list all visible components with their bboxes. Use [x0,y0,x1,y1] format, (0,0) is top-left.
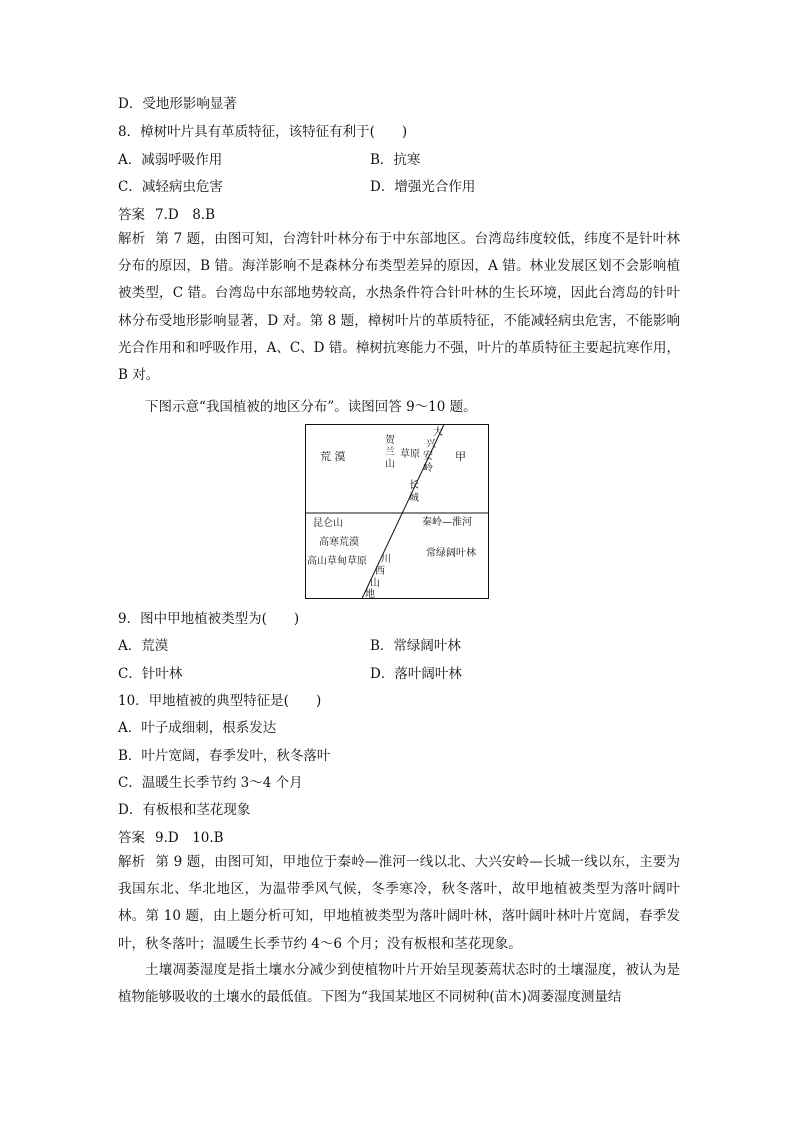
label-chuanxi-2: 西 [375,566,385,577]
label-kunlun: 昆仑山 [313,518,343,529]
label-desert: 荒 漠 [320,450,346,463]
q10-option-c: C．温暖生长季节约 3～4 个月 [118,775,303,791]
analysis-9-10 [118,849,680,958]
answer-9-10 [118,829,224,847]
label-chuanxi-4: 地 [365,589,375,599]
q9-option-d: D．落叶阔叶林 [370,666,462,682]
label-dxal-3: 安 [423,451,433,462]
label-chuanxi-1: 川 [381,554,391,565]
analysis-label: 解析 [118,854,146,870]
answer-text: 9.D 10.B [155,830,224,846]
q8-option-d: D．增强光合作用 [370,179,476,195]
answer-text: 7.D 8.B [155,207,216,223]
q10-option-a: A．叶子成细刺，根系发达 [118,720,277,736]
q8-option-c: C．减轻病虫危害 [118,179,223,195]
label-alpine-meadow: 高山草甸草原 [307,556,367,567]
q10-option-d: D．有板根和茎花现象 [118,802,251,818]
soil-wilting-paragraph: 土壤凋萎湿度是指土壤水分减少到使植物叶片开始呈现萎蔫状态时的土壤湿度，被认为是植物能够吸收的土壤水的最低值。下图为“我国某地区不同树种(苗木)凋萎湿度测量结 [118,962,680,1006]
q10-stem: 10．甲地植被的典型特征是( ) [118,693,322,709]
answer-label: 答案 [118,830,145,846]
q10-option-b: B．叶片宽阔，春季发叶，秋冬落叶 [118,748,331,764]
label-jia: 甲 [455,450,466,463]
label-qinling: 秦岭—淮河 [422,517,472,528]
label-chuanxi-3: 山 [370,578,380,589]
q7-option-d: D．受地形影响显著 [118,96,237,112]
analysis-text: 第 9 题，由图可知，甲地位于秦岭—淮河一线以北、大兴安岭—长城一线以东，主要为我国东北、华北地区，为温带季风气候，冬季寒冷，秋冬落叶，故甲地植被类型为落叶阔叶林。第 10 题，由上题分析可知，甲地植被类型为落叶阔叶林，落叶阔叶林叶片宽阔，春季发叶，秋冬落叶；温暖生长季节约 4～6 个月；没有板根和茎花现象。 [118,854,681,952]
q8-stem: 8．樟树叶片具有革质特征，该特征有利于( ) [118,124,408,140]
q9-option-c: C．针叶林 [118,666,183,682]
diagram-intro: 下图示意“我国植被的地区分布”。读图回答 9～10 题。 [145,399,477,415]
label-helan-3: 山 [385,459,395,470]
q9-stem: 9．图中甲地植被类型为( ) [118,611,300,627]
label-helan-2: 兰 [385,447,395,458]
q8-option-b: B．抗寒 [370,152,421,168]
vegetation-distribution-diagram [305,424,489,599]
label-dxal-2: 兴 [426,439,436,450]
analysis-7-8 [118,226,680,389]
label-alpine-desert: 高寒荒漠 [319,537,359,548]
label-dxal-4: 岭 [423,463,433,474]
q8-option-a: A．减弱呼吸作用 [118,152,223,168]
answer-label: 答案 [118,207,145,223]
q9-option-b: B．常绿阔叶林 [370,638,461,654]
label-dxal-1: 大 [433,427,443,438]
q9-option-a: A．荒漠 [118,638,169,654]
label-greatwall-1: 长 [409,480,419,491]
label-steppe: 草原 [400,449,420,460]
label-evergreen: 常绿阔叶林 [426,548,476,559]
answer-7-8 [118,206,215,224]
label-greatwall-2: 城 [409,493,419,504]
analysis-label: 解析 [118,231,146,247]
label-helan-1: 贺 [385,435,395,446]
analysis-text: 第 7 题，由图可知，台湾针叶林分布于中东部地区。台湾岛纬度较低，纬度不是针叶林分布的原因，B 错。海洋影响不是森林分布类型差异的原因，A 错。林业发展区划不会影响植被类型，C 错。台湾岛中东部地势较高，水热条件符合针叶林的生长环境，因此台湾岛的针叶林分布受地形影响显著，D 对。第 8 题，樟树叶片的革质特征，不能减轻病虫危害，不能影响光合作用和和呼吸作用，A、C、D 错。樟树抗寒能力不强，叶片的革质特征主要起抗寒作用，B 对。 [118,231,681,384]
